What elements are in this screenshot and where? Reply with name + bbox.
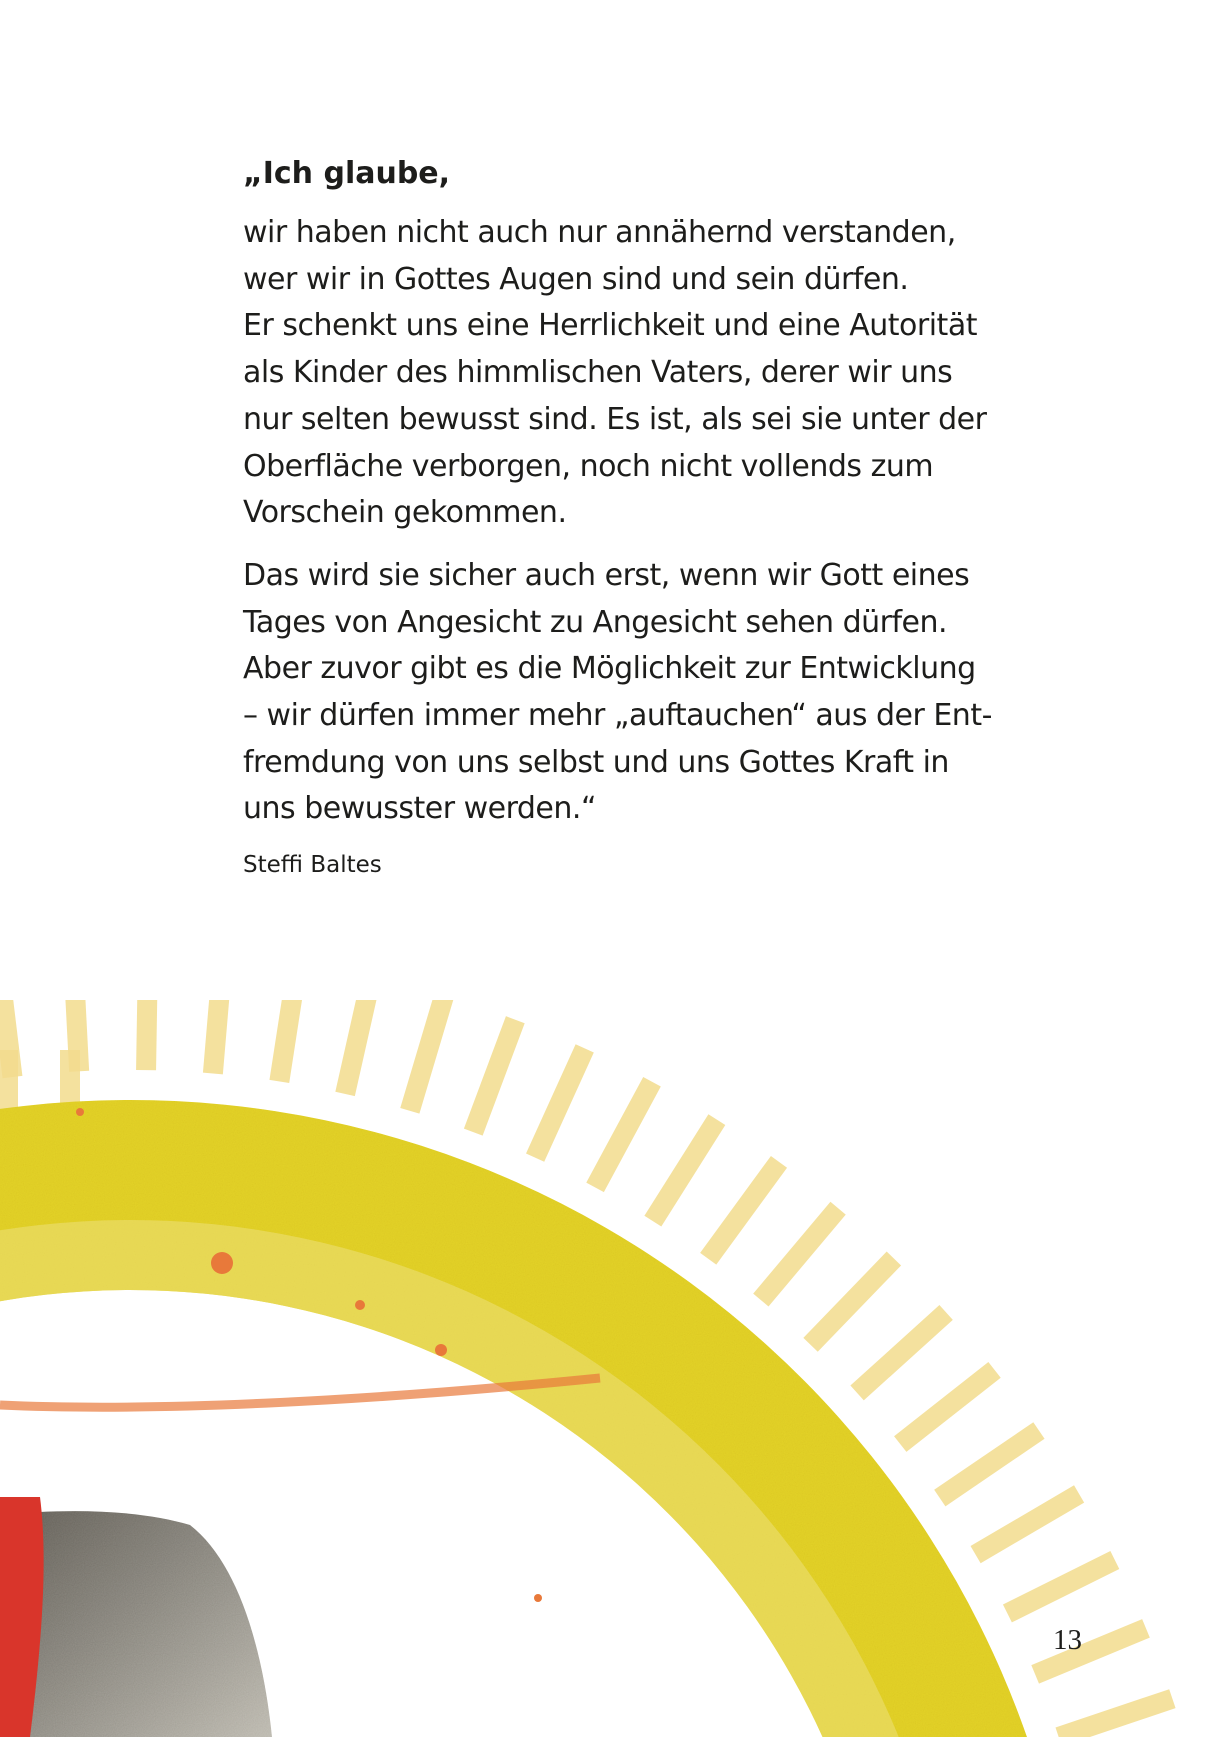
sun-ray [761, 1208, 838, 1300]
text-line: – wir dürfen immer mehr „auftauchen“ aus der Ent- [243, 698, 992, 734]
sun-ray [279, 1000, 297, 1081]
text-line: uns bewusster werden.“ [243, 791, 596, 827]
text-line: Tages von Angesicht zu Angesicht sehen dürfen. [243, 604, 948, 640]
text-line: Aber zuvor gibt es die Möglichkeit zur Entwicklung [243, 651, 976, 687]
sun-ray [535, 1048, 585, 1157]
page-number: 13 [1053, 1624, 1082, 1656]
text-line: fremdung von uns selbst und uns Gottes Kraft in [243, 744, 949, 780]
quote-paragraph-2 [243, 553, 1063, 833]
orange-dot [534, 1594, 542, 1602]
orange-dot [355, 1300, 365, 1310]
sun-ray [345, 1000, 371, 1094]
text-line: Vorschein gekommen. [243, 495, 567, 531]
sun-ray [976, 1494, 1080, 1555]
quote-paragraph-1 [243, 210, 1063, 537]
sun-ray [213, 1000, 223, 1074]
quote-author: Steffi Baltes [243, 852, 382, 879]
sun-ray [811, 1258, 894, 1344]
sun-ray [595, 1082, 652, 1188]
sun-ray [1007, 1560, 1114, 1613]
text-line: Er schenkt uns eine Herrlichkeit und eine Autorität [243, 308, 977, 344]
orange-dot [435, 1344, 447, 1356]
sun-ray [473, 1020, 515, 1132]
sun-ray [940, 1430, 1039, 1498]
quote-heading: „Ich glaube, [243, 156, 451, 191]
orange-dot [76, 1108, 84, 1116]
text-line: Das wird sie sicher auch erst, wenn wir Gott eines [243, 557, 970, 593]
text-line: wir haben nicht auch nur annähernd verstanden, [243, 215, 956, 250]
text-line: Oberfläche verborgen, noch nicht vollends zum [243, 448, 934, 484]
sun-illustration [0, 1000, 1224, 1737]
text-line: als Kinder des himmlischen Vaters, derer wir uns [243, 355, 953, 391]
sun-ray [857, 1312, 946, 1392]
text-line: nur selten bewusst sind. Es ist, als sei sie unter der [243, 401, 987, 437]
sun-ray [410, 1000, 444, 1111]
text-line: wer wir in Gottes Augen sind und sein dürfen. [243, 261, 909, 297]
quote-block [243, 154, 1063, 881]
sun-ray [146, 1000, 148, 1070]
sun-ray [1059, 1699, 1173, 1737]
orange-dot [211, 1252, 233, 1274]
sun-ray [1035, 1628, 1146, 1674]
sun-ray [653, 1120, 717, 1221]
sun-ray [900, 1370, 994, 1444]
orange-streak [0, 1378, 600, 1407]
sun-ray [708, 1162, 779, 1259]
